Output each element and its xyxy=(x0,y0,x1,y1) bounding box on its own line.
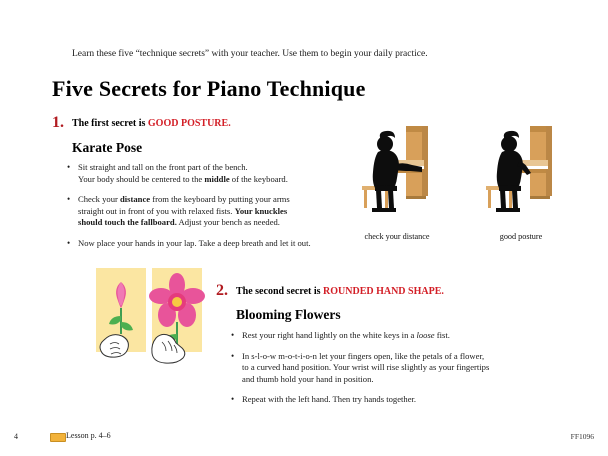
intro-paragraph: Learn these five “technique secrets” with your teacher. Use them to begin your daily practice. xyxy=(72,49,428,59)
footer-lesson-text: Lesson p. 4–6 xyxy=(66,431,111,440)
section2-heading-highlight: ROUNDED HAND SHAPE. xyxy=(323,286,444,297)
bullet-text: should touch the fallboard. xyxy=(78,217,177,228)
bullet-item xyxy=(230,351,530,386)
section2-number: 2. xyxy=(216,282,228,299)
section1-heading-prefix: The first secret is xyxy=(72,118,148,129)
section1-heading xyxy=(72,118,231,129)
blooming-flowers-illustration xyxy=(96,268,208,376)
section1-bullet-list xyxy=(66,162,336,259)
bullet-item xyxy=(66,194,336,229)
bullet-text: Repeat with the left hand. Then try hands together. xyxy=(242,394,417,405)
bullet-item xyxy=(66,162,336,185)
section1-number: 1. xyxy=(52,114,64,131)
footer-lesson-note xyxy=(44,431,111,440)
section2-heading xyxy=(236,286,444,297)
bullet-text: middle xyxy=(204,173,230,184)
page-number: 4 xyxy=(14,432,18,441)
bullet-text: Rest your right hand lightly on the white keys in a xyxy=(242,330,417,340)
bullet-text: from the keyboard by putting your arms xyxy=(150,194,290,205)
bullet-text: Now place your hands in your lap. Take a deep breath and let it out. xyxy=(78,237,311,248)
footer-code: FF1096 xyxy=(570,432,594,441)
bullet-text: loose xyxy=(416,330,435,340)
piano-illustration-good-posture xyxy=(478,124,564,218)
page-title: Five Secrets for Piano Technique xyxy=(52,76,366,101)
bullet-text: straight out in front of you with relaxed fists. xyxy=(78,205,235,216)
bullet-text: Your body should be centered to the xyxy=(78,173,205,184)
section2-heading-prefix: The second secret is xyxy=(236,286,324,297)
bullet-item xyxy=(230,394,530,406)
caption-check-distance: check your distance xyxy=(364,232,430,241)
section1-subheading: Karate Pose xyxy=(72,140,143,155)
piano-illustration-check-distance xyxy=(354,124,440,218)
caption-good-posture: good posture xyxy=(499,232,543,241)
bullet-item xyxy=(66,238,336,250)
bullet-text: fist. xyxy=(434,330,450,340)
section2-subheading: Blooming Flowers xyxy=(236,307,341,322)
bullet-text: In s-l-o-w m-o-t-i-o-n let your fingers open, like the petals of a flower, xyxy=(242,350,485,361)
bullet-text: distance xyxy=(120,194,151,205)
bullet-text: and thumb hold your hand in position. xyxy=(242,373,374,384)
bullet-text: Check your xyxy=(78,194,121,205)
section2-bullet-list xyxy=(230,330,530,415)
bullet-text: Your knuckles xyxy=(234,205,288,216)
section1-heading-highlight: GOOD POSTURE. xyxy=(147,118,231,129)
bullet-text: Sit straight and tall on the front part of the bench. xyxy=(78,162,248,172)
bullet-item xyxy=(230,330,530,342)
bullet-text: Adjust your bench as needed. xyxy=(176,217,280,228)
bullet-text: to a curved hand position. Your wrist will rise slightly as your fingertips xyxy=(242,362,490,373)
bullet-text: of the keyboard. xyxy=(229,173,288,184)
